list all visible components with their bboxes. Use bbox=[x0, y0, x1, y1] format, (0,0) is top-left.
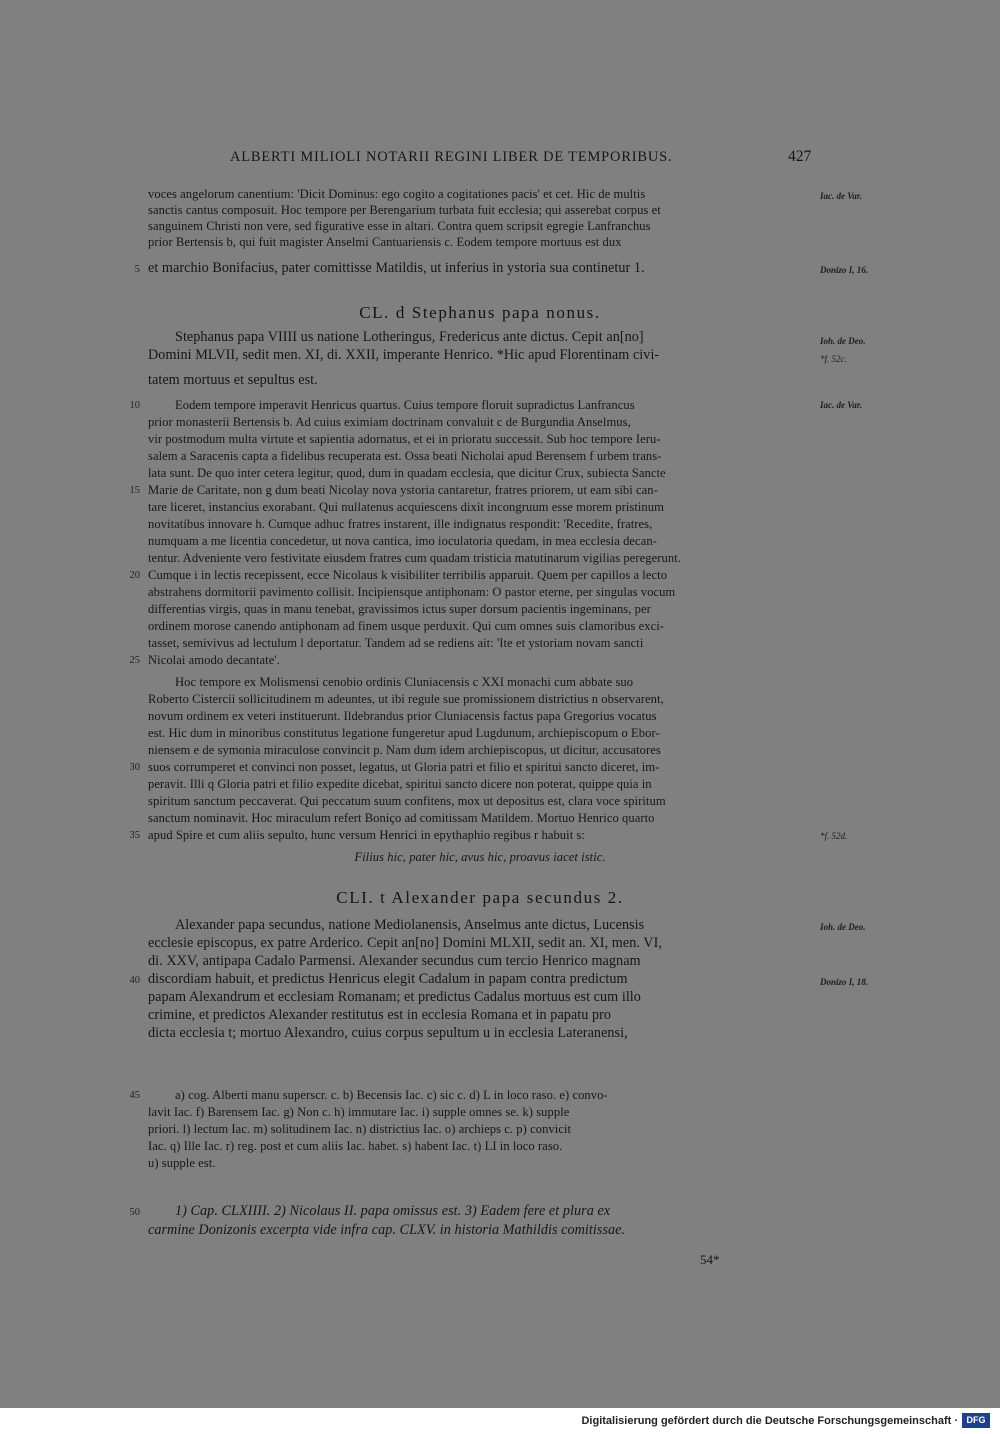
text-line: niensem e de symonia miraculose convincit p. Nam dum idem archiepiscopus, ut dicitur, accusatores bbox=[148, 743, 661, 757]
text-line: tasset, semivivus ad lectulum l deportatur. Tandem ad se rediens ait: 'Ite et ystoriam novam sancti bbox=[148, 636, 644, 650]
margin-source-note: Ioh. de Deo. bbox=[820, 922, 866, 932]
margin-source-note: Ioh. de Deo. bbox=[820, 336, 866, 346]
text-line: spiritum sanctum peccaverat. Qui peccatum suum confitens, mox ut depositus est, clara voce spiritum bbox=[148, 794, 666, 808]
text-line: novitatibus innovare h. Cumque adhuc fratres instarent, ille indignatus respondit: 'Recedite, fratres, bbox=[148, 517, 653, 531]
text-line: ecclesie episcopus, ex patre Arderico. Cepit an[no] Domini MLXII, sedit an. XI, men. VI, bbox=[148, 935, 662, 951]
footnote-apparatus-line: Iac. q) Ille Iac. r) reg. post et cum aliis Iac. habet. s) habent Iac. t) LI in loco raso. bbox=[148, 1139, 563, 1153]
text-line: tatem mortuus et sepultus est. bbox=[148, 372, 318, 388]
text-line: differentias virgis, quas in manu tenebat, gravissimos ictus super dorsum pacientis ingeminans, per bbox=[148, 602, 651, 616]
text-line: tentur. Adveniente vero festivitate eiusdem fratres cum quadam tristicia matutinarum vigilias peregerunt. bbox=[148, 551, 681, 565]
margin-source-note: Iac. de Var. bbox=[820, 191, 863, 201]
margin-source-note: Iac. de Var. bbox=[820, 400, 863, 410]
line-number: 5 bbox=[134, 264, 140, 275]
footnote-apparatus-line: u) supple est. bbox=[148, 1156, 216, 1170]
margin-source-note: Donizo I, 18. bbox=[820, 977, 869, 987]
section-heading: CL. d Stephanus papa nonus. bbox=[359, 303, 601, 322]
page-number: 427 bbox=[788, 148, 812, 165]
footnote-note-line: carmine Donizonis excerpta vide infra cap. CLXV. in historia Mathildis comitissae. bbox=[148, 1222, 626, 1238]
text-line: sanguinem Christi non vere, sed figurative esse in altari. Contra quem scripsit egregie Lanfranchus bbox=[148, 219, 651, 233]
line-number: 30 bbox=[129, 762, 140, 773]
text-line: lata sunt. De quo inter cetera legitur, quod, dum in quadam ecclesia, que dicitur Crux, subiecta Sancte bbox=[148, 466, 666, 480]
text-line: Nicolai amodo decantate'. bbox=[148, 653, 280, 667]
dfg-logo: DFG bbox=[962, 1413, 990, 1428]
text-line: et marchio Bonifacius, pater comittisse Matildis, ut inferius in ystoria sua continetur 1. bbox=[148, 260, 645, 276]
text-line: sanctis cantus composuit. Hoc tempore per Berengarium turbata fuit ecclesia; qui asserebat corpus et bbox=[148, 203, 661, 217]
verse-line: Filius hic, pater hic, avus hic, proavus iacet istic. bbox=[354, 850, 606, 864]
footnote-apparatus-line: a) cog. Alberti manu superscr. c. b) Becensis Iac. c) sic c. d) L in loco raso. e) convo- bbox=[175, 1088, 608, 1102]
running-head: ALBERTI MILIOLI NOTARII REGINI LIBER DE TEMPORIBUS. bbox=[230, 149, 673, 165]
line-number: 40 bbox=[129, 975, 140, 986]
text-line: peravit. Illi q Gloria patri et filio expedite dicebat, spiritui sancto dicere non poterat, quippe quia in bbox=[148, 777, 652, 791]
text-line: est. Hic dum in minoribus constitutus legatione fungeretur apud Lugdunum, archiepiscopum o Ebor- bbox=[148, 726, 660, 740]
text-line: voces angelorum canentium: 'Dicit Dominus: ego cogito a cogitationes pacis' et cet. Hic de multis bbox=[148, 187, 646, 201]
text-line: Domini MLVII, sedit men. XI, di. XXII, imperante Henrico. *Hic apud Florentinam civi- bbox=[148, 347, 660, 363]
line-number: 50 bbox=[129, 1207, 140, 1218]
line-number: 15 bbox=[129, 485, 140, 496]
text-line: Roberto Cistercii sollicitudinem m adeuntes, ut ibi regule sue promissionem districtius n observarent, bbox=[148, 692, 664, 706]
text-line: abstrahens dormitorii pavimento collisit. Incipiensque antiphonam: O pastor eterne, per singulas vocum bbox=[148, 585, 676, 599]
folio-margin-note: *f. 52d. bbox=[820, 831, 848, 841]
footnote-apparatus-line: priori. l) lectum Iac. m) solitudinem Iac. n) districtius Iac. o) archieps c. p) convicit bbox=[148, 1122, 572, 1136]
text-line: Cumque i in lectis recepissent, ecce Nicolaus k visibiliter terribilis apparuit. Quem per capillos a lecto bbox=[148, 568, 668, 582]
footer-bar bbox=[0, 1408, 1000, 1434]
text-line: discordiam habuit, et predictus Henricus elegit Cadalum in papam contra predictum bbox=[148, 971, 628, 987]
text-line: salem a Saracenis capta a fidelibus recuperata est. Ossa beati Nicholai apud Berensem f urbem trans- bbox=[148, 449, 662, 463]
text-line: sanctum nominavit. Hoc miraculum refert Boniço ad comitissam Matildem. Mortuo Henrico quarto bbox=[148, 811, 655, 825]
section-heading: CLI. t Alexander papa secundus 2. bbox=[336, 888, 624, 907]
text-line: tare liceret, instancius exorabant. Qui nullatenus acquiescens dixit incongruum esse morem pristinum bbox=[148, 500, 664, 514]
funding-credit: Digitalisierung gefördert durch die Deutsche Forschungsgemeinschaft · bbox=[581, 1415, 958, 1427]
text-line: dicta ecclesia t; mortuo Alexandro, cuius corpus sepultum u in ecclesia Lateranensi, bbox=[148, 1025, 628, 1041]
text-line: numquam a me licentia concedetur, ut nova cantica, imo ioculatoria quedam, in mea ecclesia decan- bbox=[148, 534, 657, 548]
text-line: crimine, et predictos Alexander restitutus est in ecclesia Romana et in papatu pro bbox=[148, 1007, 612, 1023]
text-line: Stephanus papa VIIII us natione Lotheringus, Fredericus ante dictus. Cepit an[no] bbox=[175, 329, 644, 345]
text-line: Eodem tempore imperavit Henricus quartus. Cuius tempore floruit supradictus Lanfrancus bbox=[175, 398, 635, 412]
line-number: 10 bbox=[129, 400, 140, 411]
text-line: prior Bertensis b, qui fuit magister Anselmi Cantuariensis c. Eodem tempore mortuus est dux bbox=[148, 235, 622, 249]
text-line: suos corrumperet et convinci non posset, legatus, ut Gloria patri et filio et spiritui sancto diceret, im- bbox=[148, 760, 660, 774]
margin-source-note: Donizo I, 16. bbox=[820, 265, 869, 275]
folio-mark: 54* bbox=[700, 1252, 720, 1267]
text-line: Hoc tempore ex Molismensi cenobio ordinis Cluniacensis c XXI monachi cum abbate suo bbox=[175, 675, 634, 689]
text-line: Alexander papa secundus, natione Mediolanensis, Anselmus ante dictus, Lucensis bbox=[175, 917, 645, 933]
footnote-apparatus-line: lavit Iac. f) Barensem Iac. g) Non c. h) immutare Iac. i) supple omnes se. k) supple bbox=[148, 1105, 570, 1119]
text-line: novum ordinem ex veteri instituerunt. Ildebrandus prior Cluniacensis factus papa Gregorius vocatus bbox=[148, 709, 657, 723]
line-number: 45 bbox=[129, 1090, 140, 1101]
line-number: 25 bbox=[129, 655, 140, 666]
text-line: apud Spire et cum aliis sepulto, hunc versum Henrici in epythaphio regibus r habuit s: bbox=[148, 828, 585, 842]
line-number: 35 bbox=[129, 830, 140, 841]
text-line: ordinem morose canendo antiphonam ad finem usque perduxit. Qui cum omnes suis clamoribus exci- bbox=[148, 619, 665, 633]
text-line: papam Alexandrum et ecclesiam Romanam; et predictus Cadalus mortuus est cum illo bbox=[148, 989, 641, 1005]
line-number: 20 bbox=[129, 570, 140, 581]
text-line: di. XXV, antipapa Cadalo Parmensi. Alexander secundus cum tercio Henrico magnam bbox=[148, 953, 641, 969]
text-line: Marie de Caritate, non g dum beati Nicolay nova ystoria cantaretur, fratres priorem, ut eam sibi can- bbox=[148, 483, 658, 497]
footnote-note-line: 1) Cap. CLXIIII. 2) Nicolaus II. papa omissus est. 3) Eadem fere et plura ex bbox=[175, 1203, 611, 1219]
folio-margin-note: *f. 52c. bbox=[820, 354, 847, 364]
text-line: prior monasterii Bertensis b. Ad cuius eximiam doctrinam convaluit c de Burgundia Anselmus, bbox=[148, 415, 631, 429]
text-line: vir postmodum multa virtute et sapientia adornatus, et ei in prioratu successit. Sub hoc tempore Ieru- bbox=[148, 432, 661, 446]
